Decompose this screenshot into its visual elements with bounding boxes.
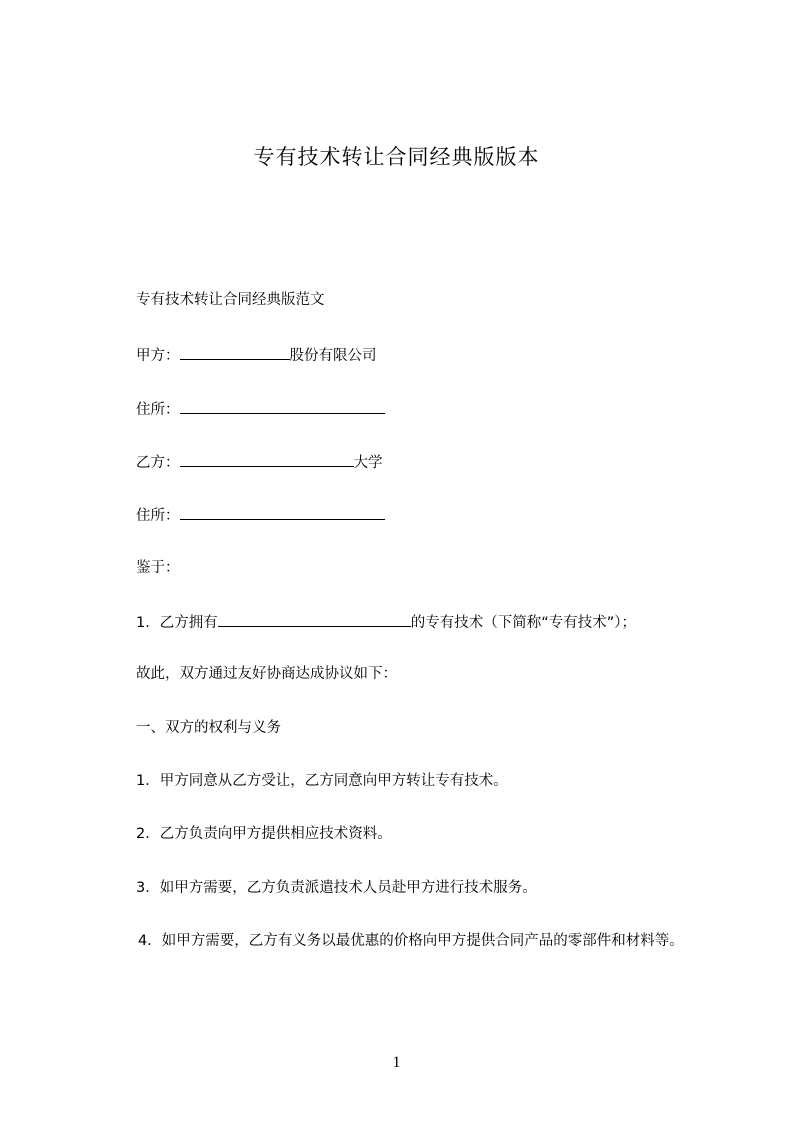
item-4: 4．如甲方需要，乙方有义务以最优惠的价格向甲方提供合同产品的零部件和材料等。 [138,933,684,949]
clause-1-blank[interactable] [218,611,411,627]
document-subtitle: 专有技术转让合同经典版范文 [136,292,325,308]
whereas-heading: 鉴于： [136,560,180,576]
address-b-line [136,504,385,526]
address-b-label: 住所： [136,508,180,524]
section-1-heading: 一、双方的权利与义务 [136,720,281,736]
page-number: 1 [392,1054,401,1071]
party-b-line [136,451,383,473]
party-b-suffix: 大学 [353,455,383,471]
item-3: 3．如甲方需要，乙方负责派遣技术人员赴甲方进行技术服务。 [136,880,537,896]
party-a-label: 甲方： [136,348,180,364]
clause-1-prefix: 1．乙方拥有 [136,615,218,631]
clause-1-line [136,611,636,633]
clause-1-suffix: 的专有技术（下简称“专有技术”）； [410,615,637,631]
party-a-blank[interactable] [180,344,290,360]
item-4-paragraph [104,930,714,952]
party-a-suffix: 股份有限公司 [289,348,377,364]
party-b-blank[interactable] [180,451,354,467]
therefore-line: 故此，双方通过友好协商达成协议如下： [136,666,397,682]
address-a-blank[interactable] [180,398,385,414]
address-a-label: 住所： [136,402,180,418]
party-b-label: 乙方： [136,455,180,471]
address-a-line [136,398,385,420]
address-b-blank[interactable] [180,504,385,520]
item-1: 1．甲方同意从乙方受让，乙方同意向甲方转让专有技术。 [136,773,508,789]
item-2: 2．乙方负责向甲方提供相应技术资料。 [136,826,392,842]
document-title: 专有技术转让合同经典版版本 [253,145,540,169]
party-a-line [136,344,377,366]
